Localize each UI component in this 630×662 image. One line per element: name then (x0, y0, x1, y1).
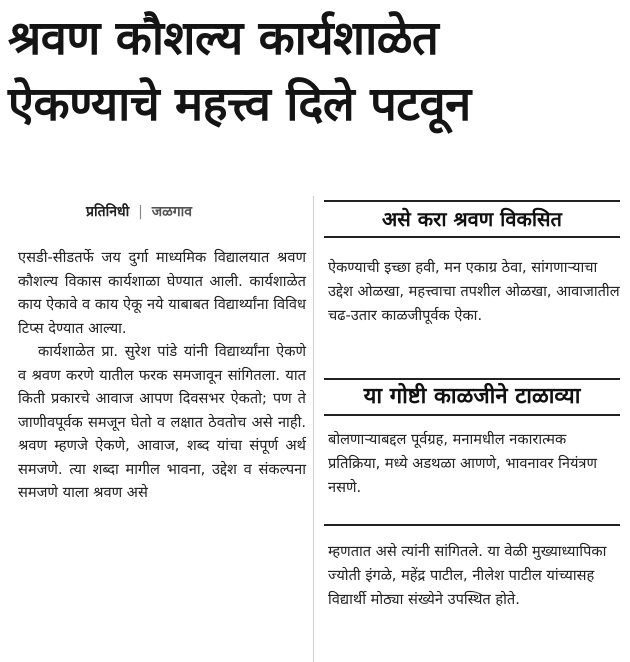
headline (8, 6, 622, 138)
byline-separator: | (138, 204, 143, 220)
sidebar-box-2-title: या गोष्टी काळजीने टाळाव्या (324, 378, 620, 416)
sidebar-divider (324, 524, 620, 526)
article-closing-text: म्हणतात असे त्यांनी सांगितले. या वेळी मुख्याध्यापिका ज्योती इंगळे, महेंद्र पाटील, नीलेश पाटील यांच्यासह विद्यार्थी मोठ्या संख्येने उपस्थित होते. (328, 543, 607, 608)
headline-line-2: ऐकण्याचे महत्त्व दिले पटवून (8, 77, 471, 132)
article-paragraph-1: एसडी-सीडतर्फे जय दुर्गा माध्यमिक विद्यालयात श्रवण कौशल्य विकास कार्यशाळा घेण्यात आली. कार्यशाळेत काय ऐकावे व काय ऐकू नये याबाबत विद्यार्थ्यांना विविध टिप्स देण्यात आल्या. (18, 249, 306, 337)
sidebar-box-1-text: ऐकण्याची इच्छा हवी, मन एकाग्र ठेवा, सांगणाऱ्याचा उद्देश ओळखा, महत्त्वाचा तपशील ओळखा, आवाजातील चढ-उतार काळजीपूर्वक ऐका. (328, 259, 620, 324)
headline-line-1: श्रवण कौशल्य कार्यशाळेत (8, 11, 439, 66)
column-divider (313, 196, 314, 662)
sidebar-box-2-text: बोलणाऱ्याबद्दल पूर्वग्रह, मनामधील नकारात्मक प्रतिक्रिया, मध्ये अडथळा आणणे, भावनावर नियंत्रण नसणे. (328, 431, 598, 496)
byline (86, 202, 192, 221)
byline-author: प्रतिनिधी (86, 204, 130, 220)
article-paragraph-2: कार्यशाळेत प्रा. सुरेश पांडे यांनी विद्यार्थ्यांना ऐकणे व श्रवण करणे यातील फरक समजावून सांगितला. यात किती प्रकारचे आवाज आपण दिवसभर ऐकतो; पण ते जाणीवपूर्वक समजून घेतो व लक्षात ठेवतोच असे नाही. श्रवण म्हणजे ऐकणे, आवाज, शब्द यांचा संपूर्ण अर्थ समजणे. त्या शब्दा मागील भावना, उद्देश व संकल्पना समजणे याला श्रवण असे (18, 343, 306, 501)
article-body (18, 246, 306, 505)
byline-city: जळगाव (151, 204, 193, 220)
sidebar-box-1-title: असे करा श्रवण विकसित (324, 200, 620, 238)
